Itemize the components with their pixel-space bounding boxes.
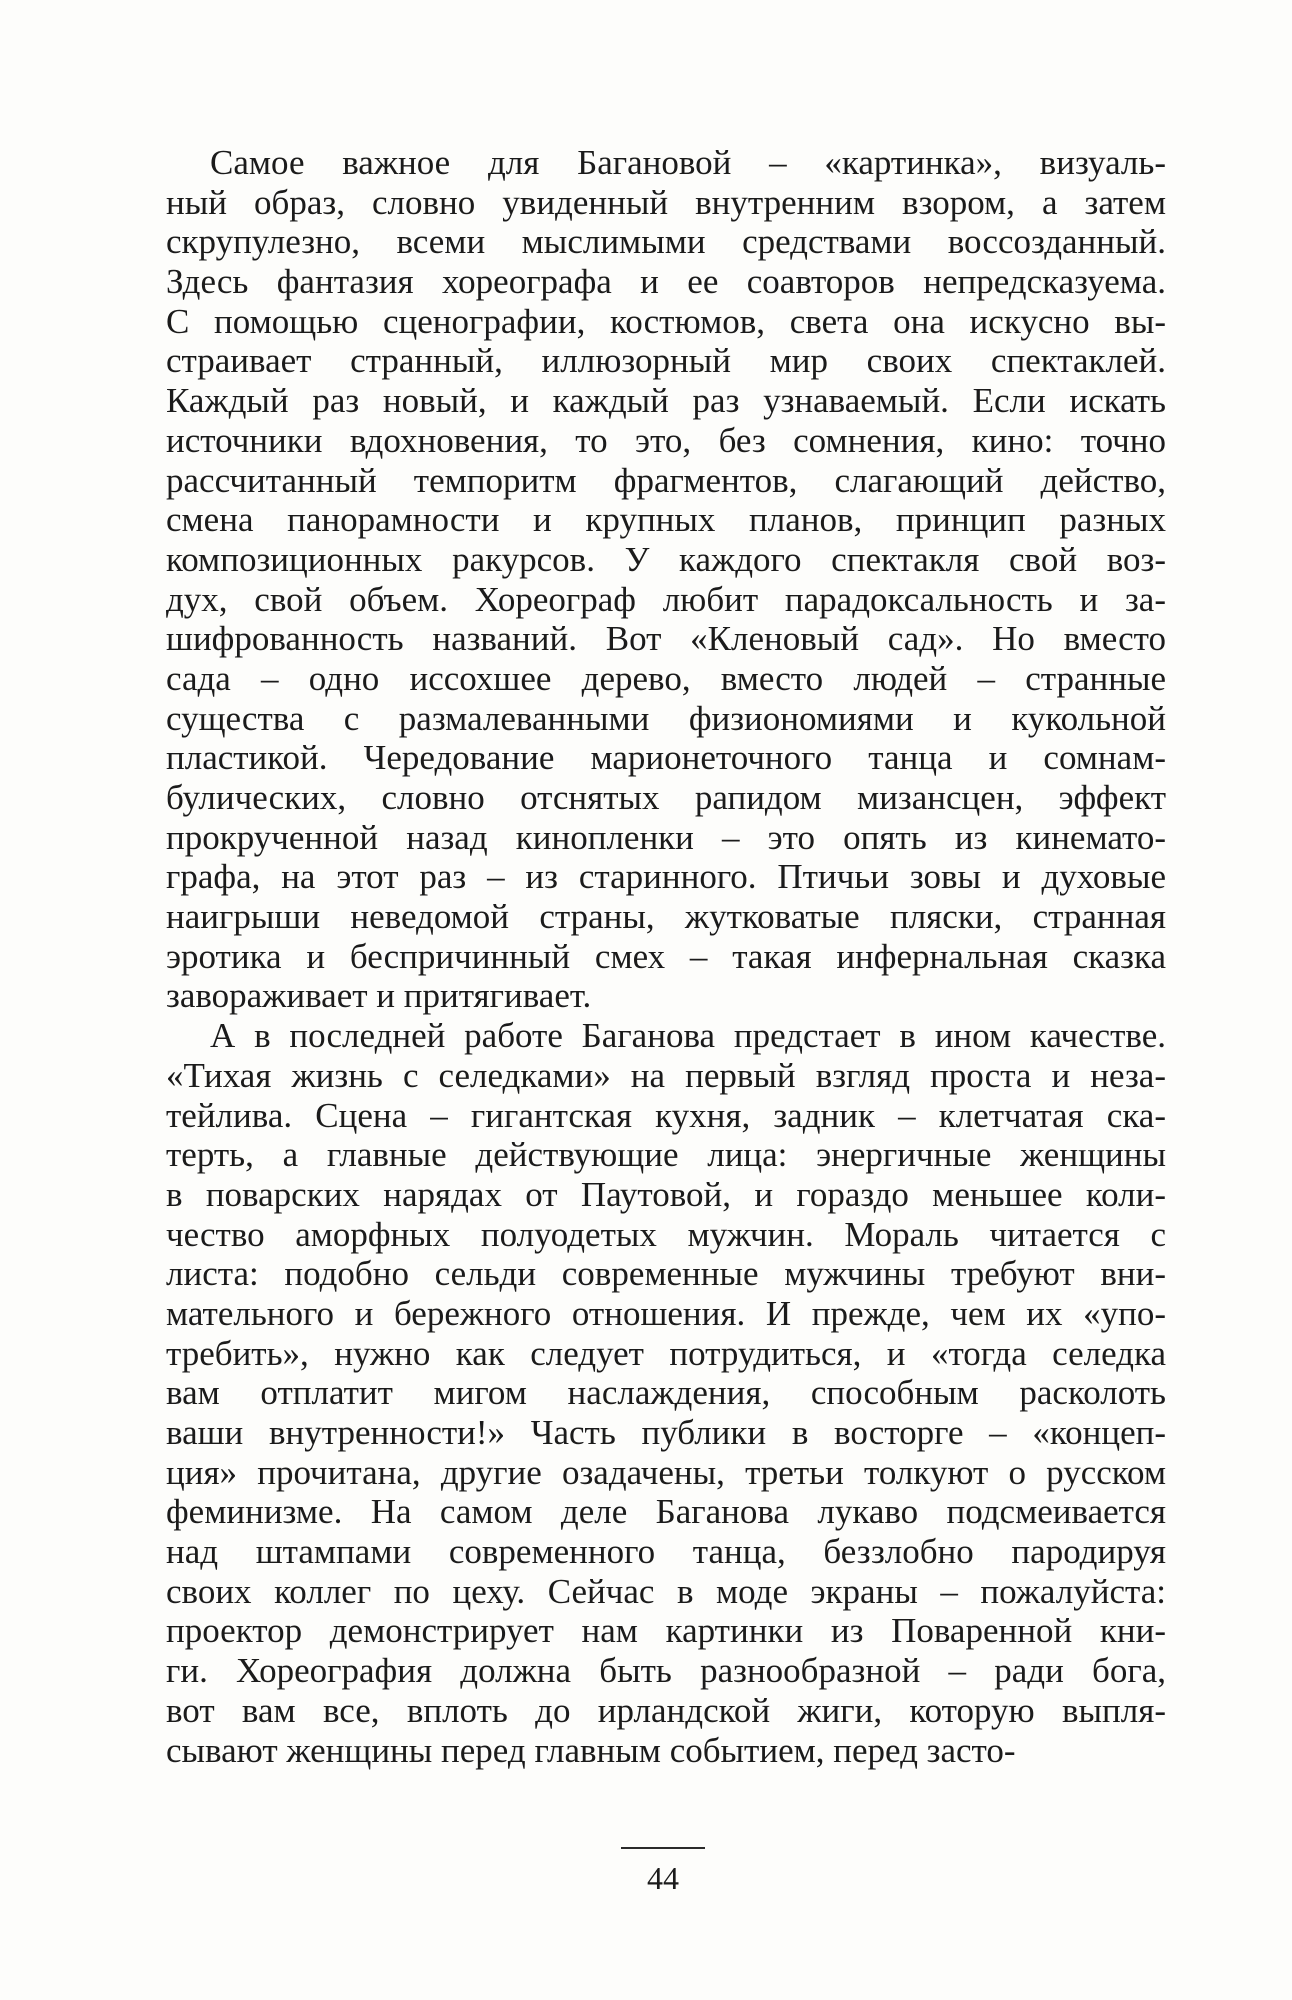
text-line: тейлива. Сцена – гигантская кухня, задник – клетчатая ска- <box>166 1095 1166 1135</box>
paragraph <box>166 1016 1166 1770</box>
text-line: терть, а главные действующие лица: энергичные женщины <box>166 1135 1166 1175</box>
text-line: композиционных ракурсов. У каждого спектакля свой воз- <box>166 539 1166 579</box>
page-number-rule <box>621 1847 705 1849</box>
body-text <box>166 143 1166 1770</box>
page-number: 44 <box>647 1860 679 1896</box>
text-line: страивает странный, иллюзорный мир своих спектаклей. <box>166 341 1166 381</box>
text-line: мательного и бережного отношения. И прежде, чем их «упо- <box>166 1293 1166 1333</box>
text-line: графа, на этот раз – из старинного. Птичьи зовы и духовые <box>166 857 1166 897</box>
text-line: вот вам все, вплоть до ирландской жиги, которую выпля- <box>166 1690 1166 1730</box>
text-line: источники вдохновения, то это, без сомнения, кино: точно <box>166 420 1166 460</box>
text-line: феминизме. На самом деле Баганова лукаво подсмеивается <box>166 1492 1166 1532</box>
text-line: ги. Хореография должна быть разнообразной – ради бога, <box>166 1651 1166 1691</box>
text-line: рассчитанный темпоритм фрагментов, слагающий действо, <box>166 460 1166 500</box>
text-line: ция» прочитана, другие озадачены, третьи толкуют о русском <box>166 1452 1166 1492</box>
text-line: сада – одно иссохшее дерево, вместо людей – странные <box>166 658 1166 698</box>
text-line: «Тихая жизнь с селедками» на первый взгляд проста и неза- <box>166 1055 1166 1095</box>
text-line: прокрученной назад кинопленки – это опять из кинемато- <box>166 817 1166 857</box>
text-line: листа: подобно сельди современные мужчины требуют вни- <box>166 1254 1166 1294</box>
text-line: эротика и беспричинный смех – такая инфернальная сказка <box>166 936 1166 976</box>
text-line: А в последней работе Баганова предстает в ином качестве. <box>210 1016 1166 1056</box>
text-line: в поварских нарядах от Паутовой, и гораздо меньшее коли- <box>166 1174 1166 1214</box>
text-line: своих коллег по цеху. Сейчас в моде экраны – пожалуйста: <box>166 1571 1166 1611</box>
text-line: завораживает и притягивает. <box>166 976 592 1016</box>
text-line: проектор демонстрирует нам картинки из Поваренной кни- <box>166 1611 1166 1651</box>
text-line: чество аморфных полуодетых мужчин. Мораль читается с <box>166 1214 1166 1254</box>
text-line: вам отплатит мигом наслаждения, способным расколоть <box>166 1373 1166 1413</box>
text-line: требить», нужно как следует потрудиться, и «тогда селедка <box>166 1333 1166 1373</box>
text-line: скрупулезно, всеми мыслимыми средствами воссозданный. <box>166 222 1166 262</box>
text-line: Каждый раз новый, и каждый раз узнаваемый. Если искать <box>166 381 1166 421</box>
text-line: сывают женщины перед главным событием, перед засто- <box>166 1730 1016 1770</box>
text-line: Самое важное для Багановой – «картинка», визуаль- <box>210 143 1166 182</box>
text-line: над штампами современного танца, беззлобно пародируя <box>166 1532 1166 1572</box>
text-line: булических, словно отснятых рапидом мизансцен, эффект <box>166 778 1166 817</box>
text-line: ный образ, словно увиденный внутренним взором, а затем <box>166 182 1166 222</box>
text-line: смена панорамности и крупных планов, принцип разных <box>166 500 1166 540</box>
text-line: пластикой. Чередование марионеточного танца и сомнам- <box>166 738 1166 778</box>
text-line: дух, свой объем. Хореограф любит парадоксальность и за- <box>166 579 1166 619</box>
text-line: ваши внутренности!» Часть публики в восторге – «концеп- <box>166 1413 1166 1452</box>
text-line: шифрованность названий. Вот «Кленовый сад». Но вместо <box>166 619 1166 659</box>
text-line: наигрыши неведомой страны, жутковатые пляски, странная <box>166 897 1166 937</box>
text-line: С помощью сценографии, костюмов, света она искусно вы- <box>166 301 1166 341</box>
text-line: Здесь фантазия хореографа и ее соавторов непредсказуема. <box>166 262 1166 302</box>
text-line: существа с размалеванными физиономиями и кукольной <box>166 698 1166 738</box>
paragraph <box>166 143 1166 1016</box>
